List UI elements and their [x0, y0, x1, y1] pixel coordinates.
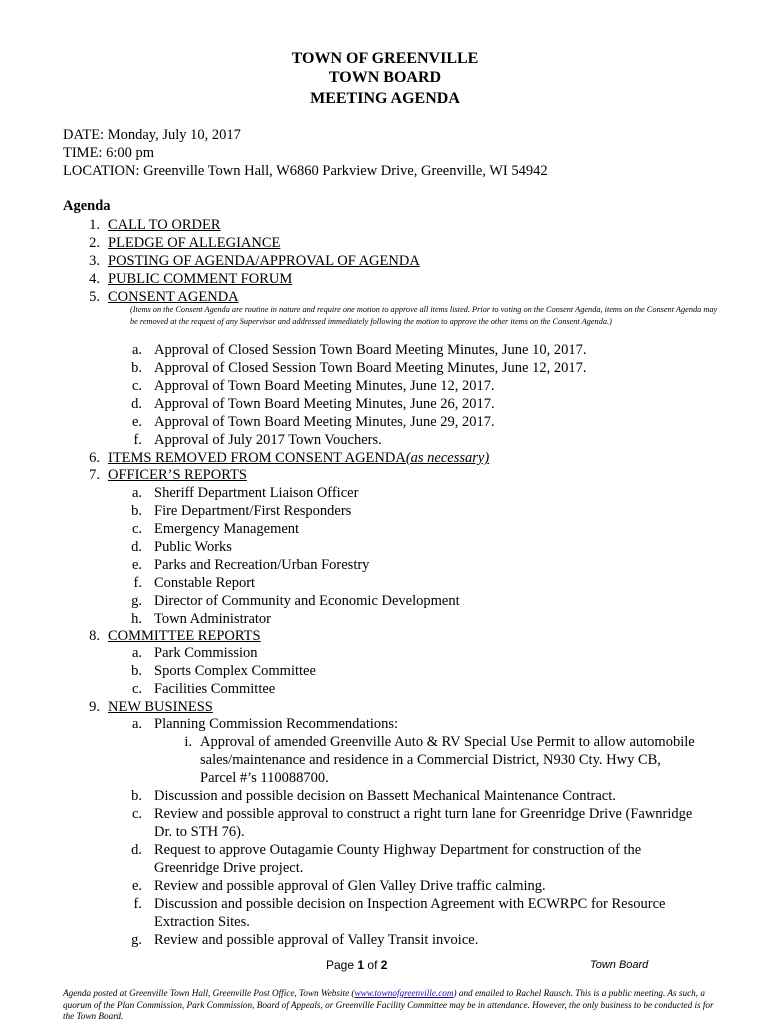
item-text: [200, 751, 661, 769]
item-text: [200, 769, 329, 787]
posting-notice-post: ) and emailed to Rachel Rausch. This is a public meeting. As such, a quorum of the Plan Commission, Park Commission, Board of Appeals, or Greenville Facility Committee may be in attendance. However, the only business to be conducted is for the Town Board.: [63, 988, 714, 1021]
footer-board-label: Town Board: [590, 959, 649, 971]
item-marker: a.: [131, 485, 142, 501]
item-marker: b.: [131, 503, 142, 519]
page-word: Page: [326, 958, 355, 972]
item-label: Approval of Town Board Meeting Minutes, June 26, 2017.: [154, 396, 495, 412]
item-label: Review and possible approval of Valley Transit invoice.: [154, 932, 479, 948]
item-label: Approval of Closed Session Town Board Meeting Minutes, June 10, 2017.: [154, 342, 587, 358]
item-marker: c.: [131, 378, 142, 394]
item-label: Constable Report: [154, 575, 256, 591]
item-marker: 9.: [89, 699, 100, 715]
item-marker: 5.: [89, 289, 100, 305]
item-text: [154, 823, 245, 841]
item-marker: c.: [131, 806, 142, 822]
item-label: OFFICER’S REPORTS: [108, 467, 247, 483]
item-marker: 6.: [89, 450, 100, 466]
item-marker: e.: [131, 414, 142, 430]
item-label: Fire Department/First Responders: [154, 503, 352, 519]
item-text: [154, 377, 495, 395]
item-text: [154, 341, 586, 359]
item-text: [154, 520, 299, 538]
item-suffix: (as necessary): [405, 450, 490, 466]
item-label: Approval of Town Board Meeting Minutes, June 12, 2017.: [154, 378, 495, 394]
item-label: CALL TO ORDER: [108, 217, 221, 233]
item-text: [154, 359, 586, 377]
item-text: [154, 913, 250, 931]
agenda-heading: Agenda: [63, 198, 111, 214]
item-label: PLEDGE OF ALLEGIANCE: [108, 235, 281, 251]
item-marker: b.: [131, 663, 142, 679]
item-text: [154, 931, 478, 949]
item-marker: f.: [133, 432, 142, 448]
item-label: Approval of Town Board Meeting Minutes, June 29, 2017.: [154, 414, 495, 430]
item-text: [154, 395, 495, 413]
item-label: sales/maintenance and residence in a Commercial District, N930 Cty. Hwy CB,: [200, 752, 661, 768]
posting-notice: [63, 988, 723, 1023]
item-label: COMMITTEE REPORTS: [108, 628, 261, 644]
meeting-time: TIME: 6:00 pm: [63, 145, 155, 161]
item-label: Parks and Recreation/Urban Forestry: [154, 557, 370, 573]
item-label: NEW BUSINESS: [108, 699, 213, 715]
posting-notice-pre: Agenda posted at Greenville Town Hall, Greenville Post Office, Town Website (: [63, 988, 355, 998]
item-marker: 1.: [89, 217, 100, 233]
item-marker: 8.: [89, 628, 100, 644]
item-text: [154, 680, 275, 698]
title-board: TOWN BOARD: [328, 69, 442, 86]
item-text: [108, 270, 292, 288]
item-label: Park Commission: [154, 645, 258, 661]
page-number: 1: [357, 958, 365, 972]
item-text: [154, 662, 316, 680]
item-marker: g.: [131, 932, 142, 948]
item-marker: d.: [131, 842, 142, 858]
item-label: Dr. to STH 76).: [154, 824, 245, 840]
item-label: Director of Community and Economic Development: [154, 593, 460, 609]
item-text: [154, 644, 258, 662]
item-label: Emergency Management: [154, 521, 300, 537]
item-text: [154, 502, 351, 520]
consent-agenda-note: (Items on the Consent Agenda are routine in nature and require one motion to approve all items listed. Prior to voting on the Consent Agenda, items on the Consent Agenda may be removed at the request of any Supervisor and addressed immediately following the motion to approve the other items on the Consent Agenda.): [130, 305, 718, 326]
item-label: Approval of July 2017 Town Vouchers.: [154, 432, 382, 448]
item-marker: f.: [133, 575, 142, 591]
item-marker: h.: [131, 611, 142, 627]
item-label: Approval of Closed Session Town Board Meeting Minutes, June 12, 2017.: [154, 360, 587, 376]
item-label: Review and possible approval to construct a right turn lane for Greenridge Drive (Fawnridge: [154, 806, 693, 822]
of-word: of: [367, 958, 378, 972]
item-label: Sports Complex Committee: [154, 663, 316, 679]
item-marker: g.: [131, 593, 142, 609]
item-marker: f.: [133, 896, 142, 912]
item-text: [154, 805, 692, 823]
item-label: Approval of amended Greenville Auto & RV Special Use Permit to allow automobile: [200, 734, 695, 750]
item-text: [108, 252, 420, 270]
page-indicator: [326, 957, 387, 973]
item-text: [154, 592, 460, 610]
item-text: [154, 413, 495, 431]
meeting-date: DATE: Monday, July 10, 2017: [63, 127, 241, 143]
item-label: Discussion and possible decision on Inspection Agreement with ECWRPC for Resource: [154, 896, 666, 912]
item-marker: d.: [131, 396, 142, 412]
item-label: POSTING OF AGENDA/APPROVAL OF AGENDA: [108, 253, 420, 269]
item-marker: i.: [184, 734, 192, 750]
item-text: [154, 610, 271, 628]
item-marker: b.: [131, 788, 142, 804]
item-text: [108, 234, 280, 252]
town-website-link[interactable]: www.townofgreenville.com: [354, 988, 454, 998]
page-total: 2: [380, 958, 388, 972]
item-text: [154, 538, 232, 556]
item-text: [108, 466, 247, 484]
item-marker: c.: [131, 521, 142, 537]
item-marker: b.: [131, 360, 142, 376]
item-label: Greenridge Drive project.: [154, 860, 304, 876]
item-text: [108, 216, 221, 234]
item-marker: a.: [131, 716, 142, 732]
item-text: [154, 895, 665, 913]
item-text: [108, 627, 261, 645]
item-label: Request to approve Outagamie County Highway Department for construction of the: [154, 842, 642, 858]
item-marker: d.: [131, 539, 142, 555]
item-marker: 2.: [89, 235, 100, 251]
item-label: Review and possible approval of Glen Valley Drive traffic calming.: [154, 878, 546, 894]
item-label: Town Administrator: [154, 611, 271, 627]
item-text: [154, 431, 382, 449]
item-text: [154, 877, 546, 895]
item-text: [154, 715, 398, 733]
item-label: Discussion and possible decision on Bassett Mechanical Maintenance Contract.: [154, 788, 616, 804]
item-label: Planning Commission Recommendations:: [154, 716, 399, 732]
item-text: [154, 574, 255, 592]
item-text: [154, 556, 369, 574]
item-text: [108, 449, 489, 467]
item-label: Facilities Committee: [154, 681, 276, 697]
item-marker: c.: [131, 681, 142, 697]
item-text: [200, 733, 695, 751]
item-label: ITEMS REMOVED FROM CONSENT AGENDA: [108, 450, 406, 466]
title-town: TOWN OF GREENVILLE: [291, 50, 479, 67]
item-label: Extraction Sites.: [154, 914, 250, 930]
item-marker: 3.: [89, 253, 100, 269]
item-text: [154, 841, 641, 859]
item-marker: a.: [131, 645, 142, 661]
item-marker: 4.: [89, 271, 100, 287]
item-marker: e.: [131, 878, 142, 894]
item-label: Public Works: [154, 539, 232, 555]
item-label: Parcel #’s 110088700.: [200, 770, 329, 786]
item-label: Sheriff Department Liaison Officer: [154, 485, 359, 501]
item-marker: e.: [131, 557, 142, 573]
item-label: PUBLIC COMMENT FORUM: [108, 271, 293, 287]
item-text: [154, 787, 616, 805]
item-text: [154, 859, 303, 877]
item-text: [154, 484, 358, 502]
title-agenda: MEETING AGENDA: [310, 90, 460, 107]
meeting-location: LOCATION: Greenville Town Hall, W6860 Parkview Drive, Greenville, WI 54942: [63, 163, 548, 179]
item-text: [108, 698, 213, 716]
item-label: CONSENT AGENDA: [108, 289, 239, 305]
item-marker: 7.: [89, 467, 100, 483]
item-marker: a.: [131, 342, 142, 358]
